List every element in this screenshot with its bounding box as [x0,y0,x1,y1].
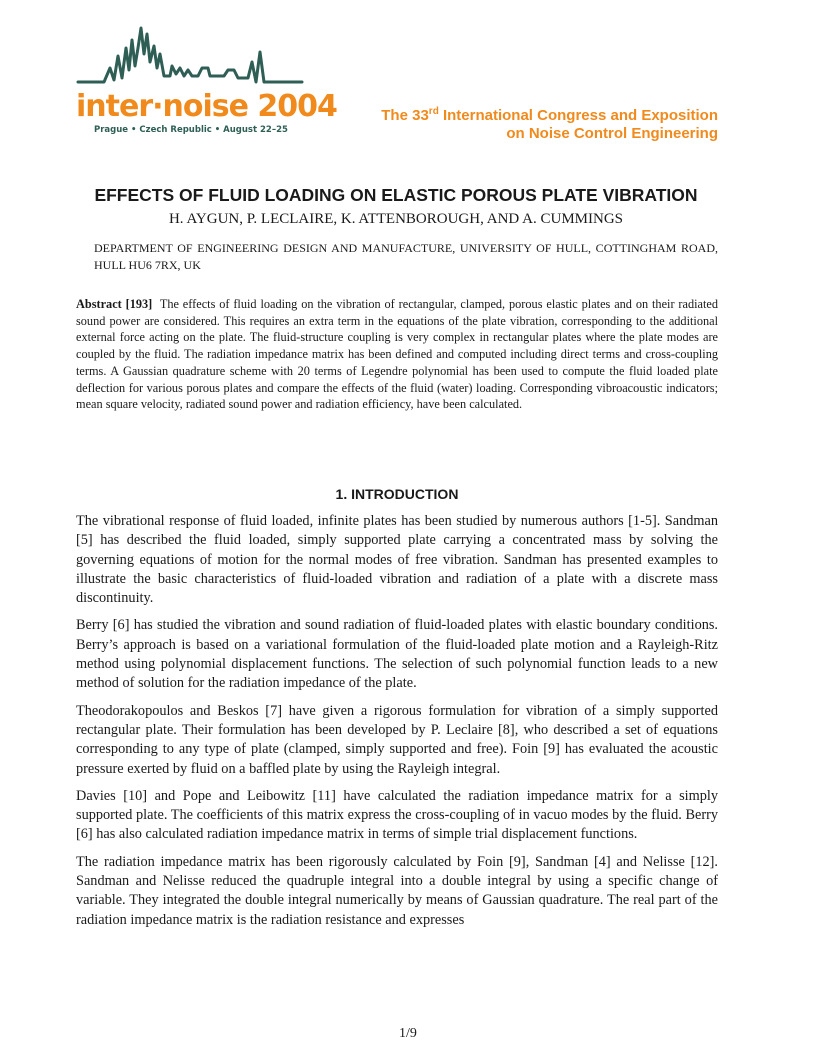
paper-affiliation: DEPARTMENT OF ENGINEERING DESIGN AND MANUFACTURE, UNIVERSITY OF HULL, COTTINGHAM ROAD, HULL HU6 7RX, UK [94,241,718,272]
logo-wordmark: inter·noise 2004 [76,89,337,124]
introduction-body [76,512,718,938]
paragraph: Theodorakopoulos and Beskos [7] have given a rigorous formulation for vibration of a simply supported rectangular plate. Their formulation has been developed by P. Leclaire [8], who described a set of equations corresponding to any type of plate (clamped, simply supported and free). Foin [9] has evaluated the acoustic pressure exerted by fluid on a baffled plate by using the Rayleigh integral. [76,702,718,777]
paragraph: Berry [6] has studied the vibration and sound radiation of fluid-loaded plates with elastic boundary conditions. Berry’s approach is based on a variational formulation of the fluid-loaded plate motion and a Rayleigh-Ritz method using polynomial displacement functions. The selection of such polynomial function leads to a new method of solution for the radiation impedance of the plate. [76,617,718,692]
paper-title: EFFECTS OF FLUID LOADING ON ELASTIC POROUS PLATE VIBRATION [94,185,698,205]
page-number: 1/9 [399,1026,417,1041]
congress-line2: on Noise Control Engineering [506,125,718,142]
logo-subtitle: Prague • Czech Republic • August 22–25 [94,125,288,135]
abstract-text: The effects of fluid loading on the vibration of rectangular, clamped, porous elastic plates and on their radiated sound power are considered. This requires an extra term in the equations of the plate vibration, corresponding to the additional external force acting on the plate. The fluid-structure coupling is very complex in rectangular plates where the plate modes are coupled by the fluid. The radiation impedance matrix has been defined and computed including direct terms and cross-coupling terms. A Gaussian quadrature scheme with 20 terms of Legendre polynomial has been used to compute the fluid loaded plate deflection for various porous plates and compare the effects of the fluid (water) loading. Corresponding vibroacoustic indicators; mean square velocity, radiated sound power and radiation efficiency, have been calculated. [76,297,719,412]
conference-logo [74,18,337,143]
congress-post: International Congress and Exposition [438,107,718,124]
abstract-label: Abstract [193] [76,297,153,311]
congress-ordinal: rd [428,106,439,117]
abstract [76,296,718,413]
congress-title [381,107,718,143]
paragraph: The vibrational response of fluid loaded, infinite plates has been studied by numerous authors [1-5]. Sandman [5] has described the fluid loaded, simply supported plate carrying a concentrated mass by solving the governing equations of motion for the normal modes of free vibration. Sandman has presented examples to illustrate the basic characteristics of fluid-loaded vibration and radiation of a plate with a discrete mass discontinuity. [76,513,718,607]
paper-authors: H. AYGUN, P. LECLAIRE, K. ATTENBOROUGH, AND A. CUMMINGS [168,211,624,227]
paragraph: The radiation impedance matrix has been rigorously calculated by Foin [9], Sandman [4] and Nelisse [12]. Sandman and Nelisse reduced the quadruple integral into a double integral by using a specific change of variable. They integrated the double integral numerically by means of Gaussian quadrature. The real part of the radiation impedance matrix is the radiation resistance and expresses [76,853,718,928]
paragraph: Davies [10] and Pope and Leibowitz [11] have calculated the radiation impedance matrix for a simply supported plate. The coefficients of this matrix express the cross-coupling of in vacuo modes by the fluid. Berry [6] has also calculated radiation impedance matrix in terms of simple trial displacement functions. [76,787,718,843]
section-heading: 1. INTRODUCTION [335,486,459,502]
congress-pre: The 33 [381,107,429,124]
